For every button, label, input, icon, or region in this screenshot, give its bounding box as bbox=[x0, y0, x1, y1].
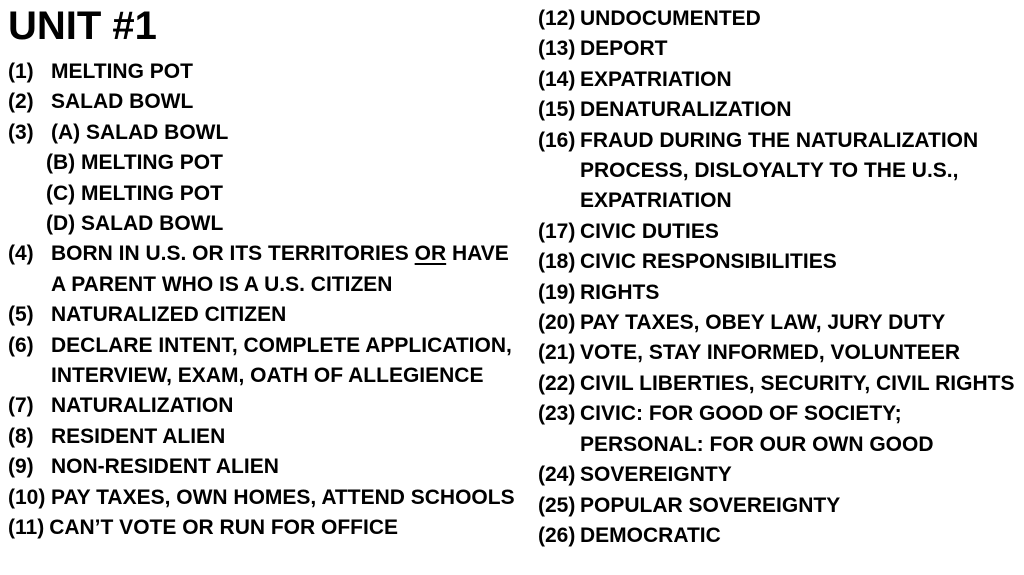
item-number: (21) bbox=[538, 341, 576, 365]
answer-item-3-sub-c: (C) MELTING POT bbox=[46, 181, 223, 205]
underlined-word: OR bbox=[414, 242, 447, 266]
item-text bbox=[580, 399, 1022, 460]
item-number: (2) bbox=[8, 90, 34, 114]
item-number: (4) bbox=[8, 242, 34, 266]
item-text: NATURALIZATION bbox=[51, 394, 234, 418]
item-number: (14) bbox=[538, 67, 576, 91]
item-number: (9) bbox=[8, 455, 34, 479]
item-text: SOVEREIGNTY bbox=[580, 463, 732, 487]
item-text: PAY TAXES, OWN HOMES, ATTEND SCHOOLS bbox=[51, 485, 515, 509]
item-number: (1) bbox=[8, 60, 34, 83]
item-number: (26) bbox=[538, 523, 576, 547]
answer-item-15 bbox=[538, 95, 1022, 125]
answer-item-3 bbox=[8, 118, 528, 148]
item-text-post: HAVE A PARENT WHO IS A U.S. CITIZEN bbox=[51, 242, 509, 296]
item-text-line-1: CIVIC: FOR GOOD OF SOCIETY; bbox=[580, 402, 902, 426]
answer-item-26 bbox=[538, 521, 1022, 551]
item-text: RIGHTS bbox=[580, 280, 660, 304]
item-text: NATURALIZED CITIZEN bbox=[51, 303, 287, 327]
item-number: (3) bbox=[8, 120, 34, 144]
item-text: UNDOCUMENTED bbox=[580, 7, 761, 30]
answer-item-3-sub-d: (D) SALAD BOWL bbox=[46, 212, 224, 236]
item-number: (16) bbox=[538, 128, 576, 152]
answer-item-9 bbox=[8, 452, 528, 482]
item-number: (23) bbox=[538, 402, 576, 426]
item-text: VOTE, STAY INFORMED, VOLUNTEER bbox=[580, 341, 960, 365]
item-text: CIVIL LIBERTIES, SECURITY, CIVIL RIGHTS bbox=[580, 371, 1015, 395]
item-number: (10) bbox=[8, 485, 46, 509]
item-number: (25) bbox=[538, 493, 576, 517]
item-number: (19) bbox=[538, 280, 576, 304]
answer-column-right bbox=[538, 4, 1022, 551]
item-text bbox=[51, 239, 528, 300]
answer-item-14 bbox=[538, 65, 1022, 95]
item-number: (12) bbox=[538, 7, 576, 30]
answer-item-19 bbox=[538, 278, 1022, 308]
item-text: (A) SALAD BOWL bbox=[51, 120, 229, 144]
item-text: CAN’T VOTE OR RUN FOR OFFICE bbox=[49, 516, 399, 540]
item-text: NON-RESIDENT ALIEN bbox=[51, 455, 279, 479]
item-number: (13) bbox=[538, 37, 576, 61]
answer-item-23 bbox=[538, 399, 1022, 460]
item-text: DENATURALIZATION bbox=[580, 98, 792, 122]
item-text: DEMOCRATIC bbox=[580, 523, 721, 547]
item-text: CIVIC RESPONSIBILITIES bbox=[580, 250, 837, 274]
item-text: DEPORT bbox=[580, 37, 668, 61]
answer-item-1 bbox=[8, 57, 528, 87]
answer-item-16 bbox=[538, 126, 1022, 217]
item-number: (22) bbox=[538, 371, 576, 395]
answer-item-7 bbox=[8, 391, 528, 421]
item-text: RESIDENT ALIEN bbox=[51, 424, 226, 448]
item-number: (6) bbox=[8, 333, 34, 357]
item-text: CIVIC DUTIES bbox=[580, 219, 719, 243]
answer-item-12 bbox=[538, 4, 1022, 34]
answer-item-25 bbox=[538, 491, 1022, 521]
answer-item-3-sub-b: (B) MELTING POT bbox=[46, 151, 223, 175]
item-text: EXPATRIATION bbox=[580, 67, 732, 91]
answer-item-11 bbox=[8, 513, 528, 543]
answer-item-5 bbox=[8, 300, 528, 330]
item-text-line-2: PERSONAL: FOR OUR OWN GOOD bbox=[580, 432, 934, 456]
answer-item-8 bbox=[8, 422, 528, 452]
answer-item-6 bbox=[8, 331, 528, 392]
answer-item-24 bbox=[538, 460, 1022, 490]
item-text: PAY TAXES, OBEY LAW, JURY DUTY bbox=[580, 311, 946, 335]
item-number: (24) bbox=[538, 463, 576, 487]
item-text: SALAD BOWL bbox=[51, 90, 194, 114]
item-text: MELTING POT bbox=[51, 60, 193, 83]
item-number: (11) bbox=[8, 516, 45, 540]
item-number: (5) bbox=[8, 303, 34, 327]
item-text: DECLARE INTENT, COMPLETE APPLICATION, INTERVIEW, EXAM, OATH OF ALLEGIENCE bbox=[51, 333, 512, 388]
answer-item-10 bbox=[8, 483, 528, 513]
answer-item-21 bbox=[538, 338, 1022, 368]
item-number: (8) bbox=[8, 424, 34, 448]
answer-item-18 bbox=[538, 247, 1022, 277]
item-text: FRAUD DURING THE NATURALIZATION PROCESS, DISLOYALTY TO THE U.S., EXPATRIATION bbox=[580, 128, 979, 213]
answer-item-4 bbox=[8, 239, 528, 300]
item-number: (7) bbox=[8, 394, 34, 418]
answer-item-22 bbox=[538, 369, 1022, 399]
item-number: (20) bbox=[538, 311, 576, 335]
item-number: (18) bbox=[538, 250, 576, 274]
answer-item-2 bbox=[8, 87, 528, 117]
answer-item-20 bbox=[538, 308, 1022, 338]
item-number: (17) bbox=[538, 219, 576, 243]
answer-column-left bbox=[8, 57, 528, 544]
item-text: POPULAR SOVEREIGNTY bbox=[580, 493, 841, 517]
item-number: (15) bbox=[538, 98, 576, 122]
page-title: UNIT #1 bbox=[8, 4, 157, 48]
answer-item-17 bbox=[538, 217, 1022, 247]
answer-item-13 bbox=[538, 34, 1022, 64]
item-text-pre: BORN IN U.S. OR ITS TERRITORIES bbox=[51, 242, 415, 266]
